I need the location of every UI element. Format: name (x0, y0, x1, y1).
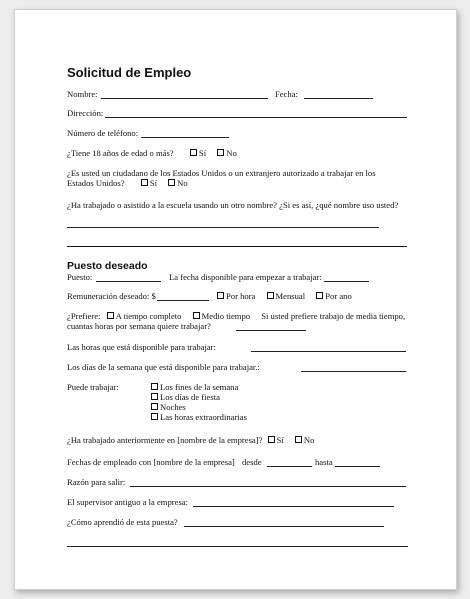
pay-options (217, 291, 361, 302)
desde-field[interactable] (267, 466, 312, 467)
ciudadano-question-line1: ¿Es usted un ciudadano de los Estados Unidos o un extranjero autorizado a trabajar en los (67, 168, 376, 178)
checkbox-icon[interactable] (107, 312, 114, 319)
ciudadano-yes-label: Sí (149, 178, 158, 188)
supervisor-label: El supervisor antiguo a la empresa: (67, 497, 188, 507)
pay-option-label: Por hora (226, 291, 256, 301)
checkbox-icon[interactable] (151, 403, 158, 410)
puede-trabajar-option-label: Los días de fiesta (160, 392, 220, 402)
razon-field[interactable] (130, 486, 406, 487)
nombre-label: Nombre: (67, 89, 98, 99)
pay-option-por-hora[interactable] (217, 291, 255, 302)
extra-line-field[interactable] (67, 546, 408, 547)
edad-question (67, 148, 246, 159)
puesto-section-title: Puesto deseado (67, 260, 148, 272)
ciudadano-question-line2-text: Estados Unidos? (67, 178, 125, 188)
pay-option-por-ano[interactable] (316, 291, 352, 302)
trabajado-yes-option[interactable] (268, 435, 284, 446)
puesto-label: Puesto: (67, 272, 93, 282)
checkbox-icon[interactable] (217, 149, 224, 156)
horas-disponible-field[interactable] (251, 351, 406, 352)
edad-yes-option[interactable] (190, 148, 206, 159)
como-aprendio-field[interactable] (184, 526, 384, 527)
dias-disponible-field[interactable] (301, 371, 406, 372)
prefiere-label: ¿Prefiere: (67, 311, 101, 321)
tiempo-option-label: Medio tiempo (201, 311, 251, 321)
checkbox-icon[interactable] (267, 292, 274, 299)
edad-yes-label: Sí (198, 148, 207, 158)
telefono-label: Número de teléfono: (67, 128, 139, 138)
application-form-page (14, 9, 457, 590)
trabajado-no-label: No (303, 435, 315, 445)
fecha-label: Fecha: (275, 89, 298, 99)
checkbox-icon[interactable] (193, 312, 200, 319)
otro-nombre-question: ¿Ha trabajado o asistido a la escuela usando un otro nombre? ¿Si es así, ¿qué nombre uso usted? (67, 200, 399, 210)
fechas-empleado-label: Fechas de empleado con [nombre de la empresa] (67, 457, 235, 467)
hasta-field[interactable] (335, 466, 380, 467)
section-divider (67, 246, 407, 247)
remuneracion-label: Remuneración deseado: $ (67, 291, 156, 301)
puede-trabajar-option-label: Los fines de la semana (160, 382, 239, 392)
edad-no-option[interactable] (217, 148, 237, 159)
puede-trabajar-option-label: Las horas extraordinarias (160, 412, 247, 422)
fecha-disponible-field[interactable] (324, 281, 369, 282)
checkbox-icon[interactable] (190, 149, 197, 156)
checkbox-icon[interactable] (141, 179, 148, 186)
hasta-label: hasta (315, 457, 333, 467)
horas-semana-field[interactable] (236, 330, 306, 331)
puede-trabajar-label: Puede trabajar: (67, 382, 119, 392)
ciudadano-yes-option[interactable] (141, 178, 157, 189)
fecha-disponible-label: La fecha disponible para empezar a trabajar: (169, 272, 322, 282)
trabajado-empresa-question (67, 435, 323, 446)
checkbox-icon[interactable] (151, 383, 158, 390)
otro-nombre-field[interactable] (67, 227, 379, 228)
pay-option-label: Mensual (275, 291, 306, 301)
medio-tiempo-note: Si usted prefiere trabajo de media tiempo, (261, 311, 406, 321)
form-title: Solicitud de Empleo (67, 65, 192, 80)
puesto-field[interactable] (96, 281, 161, 282)
direccion-field[interactable] (105, 117, 407, 118)
nombre-field[interactable] (101, 98, 268, 99)
horas-semana-label: cuantas horas por semana quiere trabajar? (67, 321, 211, 331)
edad-question-text: ¿Tiene 18 años de edad o más? (67, 148, 174, 158)
checkbox-icon[interactable] (316, 292, 323, 299)
pay-option-label: Por ano (325, 291, 352, 301)
ciudadano-question-line2 (67, 178, 197, 189)
razon-label: Razón para salir: (67, 477, 126, 487)
supervisor-field[interactable] (193, 506, 394, 507)
ciudadano-no-label: No (177, 178, 188, 188)
puede-trabajar-option-label: Noches (160, 402, 186, 412)
direccion-label: Dirección: (67, 108, 104, 118)
horas-disponible-label: Las horas que está disponible para trabajar: (67, 342, 216, 352)
remuneracion-field[interactable] (157, 300, 209, 301)
telefono-field[interactable] (141, 137, 229, 138)
checkbox-icon[interactable] (151, 393, 158, 400)
como-aprendio-label: ¿Cómo aprendió de esta puesta? (67, 517, 178, 527)
checkbox-icon[interactable] (217, 292, 224, 299)
dias-disponible-label: Los días de la semana que está disponible para trabajar.: (67, 362, 260, 372)
checkbox-icon[interactable] (268, 436, 275, 443)
checkbox-icon[interactable] (168, 179, 175, 186)
edad-no-label: No (226, 148, 237, 158)
trabajado-yes-label: Sí (276, 435, 284, 445)
checkbox-icon[interactable] (295, 436, 302, 443)
trabajado-no-option[interactable] (295, 435, 315, 446)
pay-option-mensual[interactable] (267, 291, 306, 302)
checkbox-icon[interactable] (151, 413, 158, 420)
puede-trabajar-option[interactable] (151, 412, 247, 423)
fecha-field[interactable] (304, 98, 373, 99)
trabajado-empresa-question-text: ¿Ha trabajado anteriormente en [nombre de la empresa]? (67, 435, 263, 445)
tiempo-option-label: A tiempo completo (115, 311, 182, 321)
desde-label: desde (242, 457, 262, 467)
ciudadano-no-option[interactable] (168, 178, 188, 189)
